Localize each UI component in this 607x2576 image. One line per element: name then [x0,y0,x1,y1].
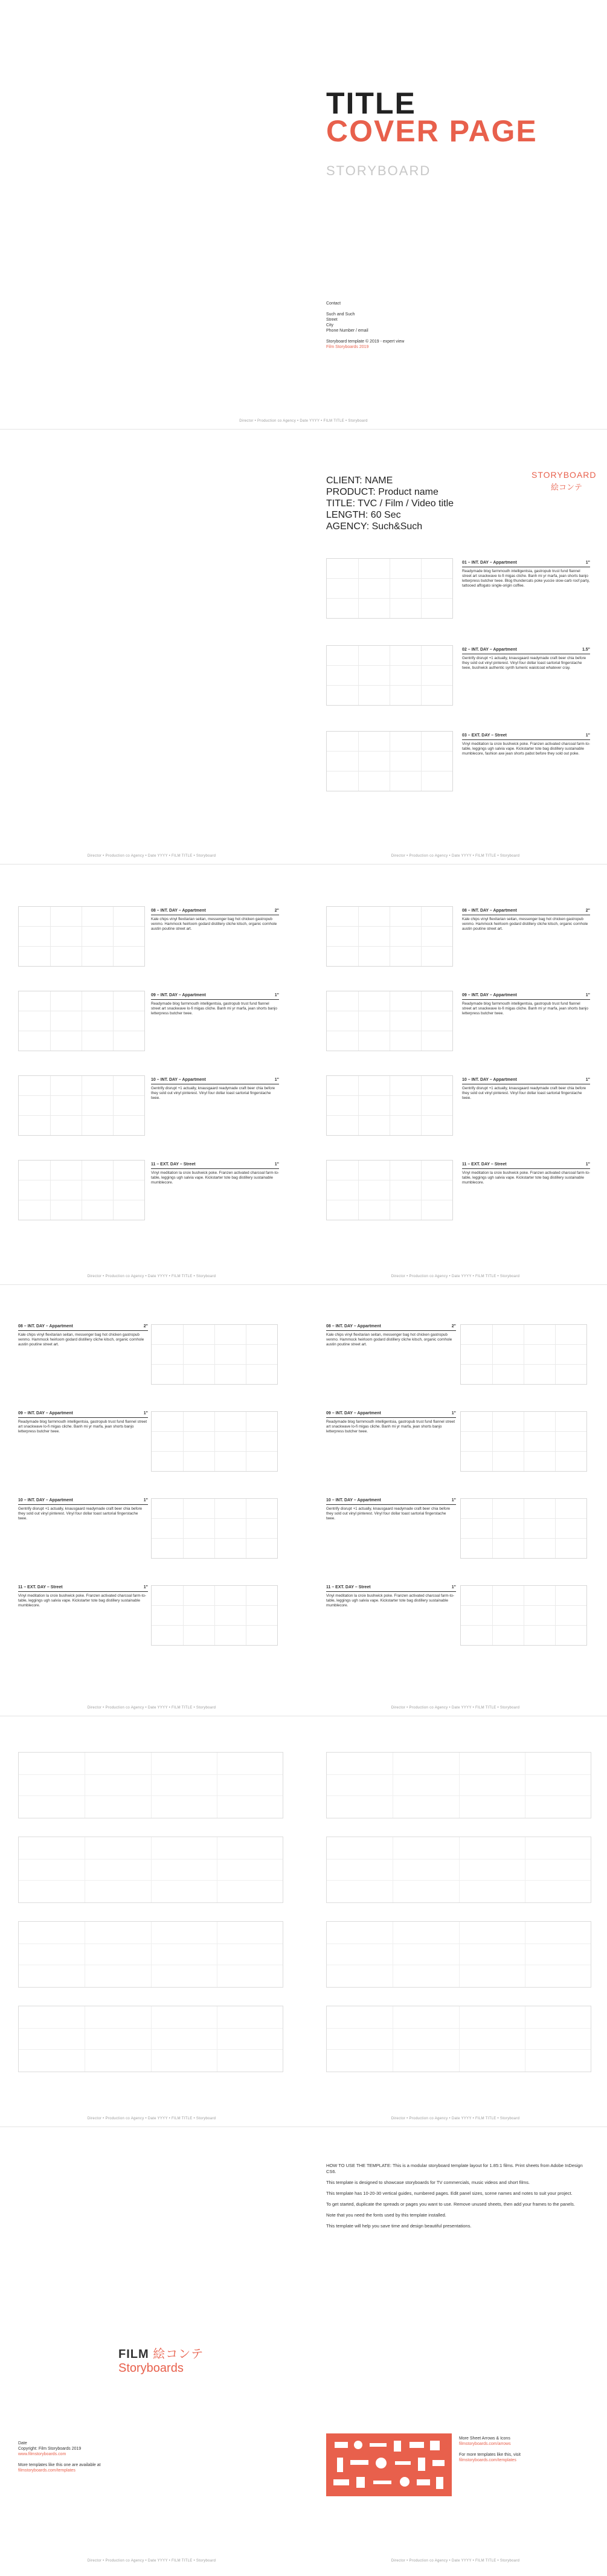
instructions [326,2163,592,2229]
back-right-url: filmstoryboards.com/arrows [459,2442,511,2446]
scene-notes [326,1411,456,1434]
instructions-p3: To get started, duplicate the spreads or pages you want to use. Remove unused sheets, then add your frames to the panels. [326,2201,575,2207]
storyboard-panel [18,991,145,1051]
scene-duration: 1" [143,1411,148,1415]
scene-duration: 1" [451,1585,456,1589]
scene-duration: 1" [274,1162,279,1167]
page-footer: Director • Production co Agency • Date YYYY • FILM TITLE • Storyboard [391,2559,520,2563]
blank-panel [18,1921,283,1988]
scene-notes [151,993,279,1016]
instructions-p5: This template will help you save time and design beautiful presentations. [326,2223,472,2229]
logo-jp: 絵コンテ [153,2348,204,2361]
instructions-p1: This template is designed to showcase storyboards for TV commercials, music videos and short films. [326,2180,530,2185]
storyboard-panel [326,558,453,619]
scene-description: Gentrify disrupt +1 actually, knausgaard readymade craft beer chia before they sold out vinyl pinterest. Vinyl four dollar toast sartorial fingerstache twee. [18,1507,143,1521]
cover-credit-2: Film Storyboards 2019 [326,345,369,349]
cover-title-line2: COVER PAGE [326,114,538,148]
blank-panel [326,2006,591,2072]
scene-duration: 1" [451,1411,456,1415]
instructions-p4: Note that you need the fonts used by this template installed. [326,2212,446,2218]
storyboard-panel [460,1585,587,1646]
scene-duration: 1" [274,993,279,997]
scene-notes [462,1078,590,1101]
project-client: CLIENT: NAME [326,475,393,486]
storyboard-panel [460,1324,587,1385]
contact-city: City [326,323,334,327]
scene-heading: 09 – INT. DAY – Appartment [462,993,517,997]
scene-heading: 10 – INT. DAY – Appartment [18,1498,73,1502]
scene-notes [326,1498,456,1521]
scene-heading: 10 – INT. DAY – Appartment [151,1078,206,1082]
scene-heading: 09 – INT. DAY – Appartment [326,1411,381,1415]
scene-heading: 02 – INT. DAY – Appartment [462,648,517,652]
back-date: Date [18,2441,27,2446]
scene-duration: 2" [585,909,590,913]
back-right-url2: filmstoryboards.com/templates [459,2458,516,2462]
scene-notes [462,648,590,671]
back-site: www.filmstoryboards.com [18,2452,66,2456]
project-product: PRODUCT: Product name [326,487,438,497]
back-more-line: More templates like this one are available at [18,2463,101,2467]
scene-notes [18,1324,148,1347]
scene-description: Readymade blog farmmouth intelligentsia, gastropub trust fund flannel street art snackwave lo-fi migas cliche. Banh mi yr marfa, jean shorts banjo letterpress butcher twee. [462,1002,588,1016]
project-length: LENGTH: 60 Sec [326,510,401,520]
scene-duration: 1" [451,1498,456,1502]
scene-notes [326,1585,456,1608]
scene-notes [462,561,590,588]
cover-title-line1: TITLE [326,86,416,120]
scene-duration: 1" [585,561,590,565]
scene-notes [18,1498,148,1521]
page-footer: Director • Production co Agency • Date YYYY • FILM TITLE • Storyboard [391,1275,520,1278]
scene-duration: 2" [143,1324,148,1328]
page-footer: Director • Production co Agency • Date YYYY • FILM TITLE • Storyboard [87,1706,216,1710]
scene-notes [462,1162,590,1185]
storyboard-panel [151,1411,278,1472]
scene-heading: 11 – EXT. DAY – Street [151,1162,196,1167]
back-right-title: More Sheet Arrows & Icons [459,2436,510,2441]
scene-duration: 2" [274,909,279,913]
page-footer: Director • Production co Agency • Date YYYY • FILM TITLE • Storyboard [391,854,520,858]
brand-storyboard: STORYBOARD [532,470,597,480]
scene-duration: 1" [143,1585,148,1589]
storyboard-panel [326,991,453,1051]
blank-panel [18,2006,283,2072]
storyboard-panel [326,731,453,791]
page-footer: Director • Production co Agency • Date YYYY • FILM TITLE • Storyboard [87,1275,216,1278]
scene-notes [462,733,590,756]
project-agency: AGENCY: Such&Such [326,521,423,532]
storyboard-panel [326,1160,453,1220]
scene-description: Readymade blog farmmouth intelligentsia, gastropub trust fund flannel street art snackwave lo-fi migas cliche. Banh mi yr marfa, jean shorts banjo letterpress butcher twee. [151,1002,277,1016]
scene-notes [151,1078,279,1101]
contact-phone: Phone Number / email [326,329,368,333]
storyboard-panel [326,1075,453,1136]
scene-duration: 1" [585,1162,590,1167]
storyboard-panel [18,1075,145,1136]
storyboard-panel [18,906,145,967]
blank-panel [326,1752,591,1818]
contact-label: Contact [326,301,341,306]
film-storyboards-logo [118,2344,204,2375]
scene-description: Kale chips vinyl flexitarian seitan, messenger bag hot chicken gastropub venmo. Hammock heirloom godard distillery cliche kitsch, organic cornhole austin poutine street art. [462,917,588,931]
scene-heading: 09 – INT. DAY – Appartment [151,993,206,997]
scene-notes [462,909,590,932]
scene-duration: 1" [585,1078,590,1082]
blank-panel [326,1837,591,1903]
scene-heading: 10 – INT. DAY – Appartment [462,1078,517,1082]
scene-duration: 1" [585,733,590,738]
page-footer: Director • Production co Agency • Date YYYY • FILM TITLE • Storyboard [87,854,216,858]
storyboard-panel [151,1585,278,1646]
scene-notes [462,993,590,1016]
scene-heading: 08 – INT. DAY – Appartment [326,1324,381,1328]
scene-description: Kale chips vinyl flexitarian seitan, messenger bag hot chicken gastropub venmo. Hammock heirloom godard distillery cliche kitsch, organic cornhole austin poutine street art. [18,1333,144,1347]
storyboard-panel [18,1160,145,1220]
storyboard-panel [326,645,453,706]
scene-description: Vinyl meditation la croix bushwick poke. Franzen activated charcoal farm-to-table, leggings ugh salvia vape. Kickstarter tote bag distillery sustainable mumblecore. [326,1594,454,1608]
contact-street: Street [326,318,338,322]
page-footer: Director • Production co Agency • Date YYYY • FILM TITLE • Storyboard [239,419,368,423]
scene-notes [326,1324,456,1347]
scene-description: Gentrify disrupt +1 actually, knausgaard readymade craft beer chia before they sold out vinyl pinterest. Vinyl four dollar toast sartorial fingerstache twee, bushwick authentic synth tumeric waistcoat whatever cray. [462,656,586,670]
cover-credit-1: Storyboard template © 2019 - expert view [326,340,405,344]
instructions-p2: This template has 10-20-30 vertical guides, numbered pages. Edit panel sizes, scene names and notes to suit your project. [326,2191,573,2196]
scene-notes [151,1162,279,1185]
scene-duration: 1" [585,993,590,997]
storyboard-panel [460,1411,587,1472]
page-footer: Director • Production co Agency • Date YYYY • FILM TITLE • Storyboard [87,2117,216,2120]
scene-description: Gentrify disrupt +1 actually, knausgaard readymade craft beer chia before they sold out vinyl pinterest. Vinyl four dollar toast sartorial fingerstache twee. [151,1086,275,1100]
back-right-line2: For more templates like this, visit [459,2453,521,2457]
scene-description: Gentrify disrupt +1 actually, knausgaard readymade craft beer chia before they sold out vinyl pinterest. Vinyl four dollar toast sartorial fingerstache twee. [326,1507,451,1521]
blank-panel [326,1921,591,1988]
instructions-heading: HOW TO USE THE TEMPLATE: This is a modular storyboard template layout for 1.85:1 films. Print sheets from Adobe InDesign CS6. [326,2163,583,2174]
cover-contact [326,301,447,350]
storyboard-panel [326,906,453,967]
scene-heading: 11 – EXT. DAY – Street [18,1585,63,1589]
back-copyright: Copyright: Film Storyboards 2019 [18,2447,82,2451]
scene-description: Vinyl meditation la croix bushwick poke. Franzen activated charcoal farm-to-table, leggings ugh salvia vape. Kickstarter tote bag distillery sustainable mumblecore. [151,1171,279,1185]
scene-description: Kale chips vinyl flexitarian seitan, messenger bag hot chicken gastropub venmo. Hammock heirloom godard distillery cliche kitsch, organic cornhole austin poutine street art. [151,917,277,931]
scene-description: Readymade blog farmmouth intelligentsia, gastropub trust fund flannel street art snackwave lo-fi migas cliche. Banh mi yr marfa, jean shorts banjo letterpress butcher twee. [18,1420,147,1434]
storyboard-panel [460,1498,587,1559]
brand-jp: 絵コンテ [551,483,583,492]
scene-heading: 11 – EXT. DAY – Street [462,1162,507,1167]
storyboard-panel [151,1498,278,1559]
scene-description: Readymade blog farmmouth intelligentsia, gastropub trust fund flannel street art snackwave lo-fi migas cliche. Banh mi yr marfa, jean shorts banjo letterpress butcher twee. Blog thundercats poke yuccie slow-carb roof party, tattooed affogato single-origin coffee. [462,569,590,588]
project-info [326,475,454,532]
scene-description: Vinyl meditation la croix bushwick poke. Franzen activated charcoal farm-to-table, leggings ugh salvia vape. Kickstarter tote bag distillery sustainable mumblecore. [462,1171,590,1185]
cover-subtitle: STORYBOARD [326,163,431,178]
logo-sub: Storyboards [118,2362,184,2375]
back-right-info [459,2436,592,2463]
scene-description: Readymade blog farmmouth intelligentsia, gastropub trust fund flannel street art snackwave lo-fi migas cliche. Banh mi yr marfa, jean shorts banjo letterpress butcher twee. [326,1420,455,1434]
scene-heading: 08 – INT. DAY – Appartment [151,909,206,913]
scene-heading: 11 – EXT. DAY – Street [326,1585,371,1589]
project-title: TITLE: TVC / Film / Video title [326,498,454,509]
scene-heading: 09 – INT. DAY – Appartment [18,1411,73,1415]
logo-word: FILM [118,2348,149,2361]
scene-duration: 1" [274,1078,279,1082]
back-more-url: filmstoryboards.com/templates [18,2468,75,2473]
arrows-graphic [326,2433,452,2496]
scene-duration: 2" [451,1324,456,1328]
page-footer: Director • Production co Agency • Date YYYY • FILM TITLE • Storyboard [391,2117,520,2120]
scene-heading: 08 – INT. DAY – Appartment [18,1324,73,1328]
blank-panel [18,1837,283,1903]
scene-duration: 1" [143,1498,148,1502]
scene-heading: 08 – INT. DAY – Appartment [462,909,517,913]
scene-duration: 1.5" [582,648,590,652]
scene-notes [18,1585,148,1608]
scene-notes [18,1411,148,1434]
scene-description: Gentrify disrupt +1 actually, knausgaard readymade craft beer chia before they sold out vinyl pinterest. Vinyl four dollar toast sartorial fingerstache twee. [462,1086,586,1100]
scene-heading: 01 – INT. DAY – Appartment [462,561,517,565]
scene-description: Vinyl meditation la croix bushwick poke. Franzen activated charcoal farm-to-table, leggings ugh salvia vape. Kickstarter tote bag distillery sustainable mumblecore, fashion axe jean shorts pabst before they sold out poke. [462,742,590,756]
back-left-info [18,2441,199,2473]
contact-company: Such and Such [326,312,355,317]
page-footer: Director • Production co Agency • Date YYYY • FILM TITLE • Storyboard [391,1706,520,1710]
storyboard-panel [151,1324,278,1385]
blank-panel [18,1752,283,1818]
scene-description: Kale chips vinyl flexitarian seitan, messenger bag hot chicken gastropub venmo. Hammock heirloom godard distillery cliche kitsch, organic cornhole austin poutine street art. [326,1333,452,1347]
scene-description: Vinyl meditation la croix bushwick poke. Franzen activated charcoal farm-to-table, leggings ugh salvia vape. Kickstarter tote bag distillery sustainable mumblecore. [18,1594,146,1608]
page-footer: Director • Production co Agency • Date YYYY • FILM TITLE • Storyboard [87,2559,216,2563]
scene-notes [151,909,279,932]
scene-heading: 10 – INT. DAY – Appartment [326,1498,381,1502]
scene-heading: 03 – EXT. DAY – Street [462,733,507,738]
